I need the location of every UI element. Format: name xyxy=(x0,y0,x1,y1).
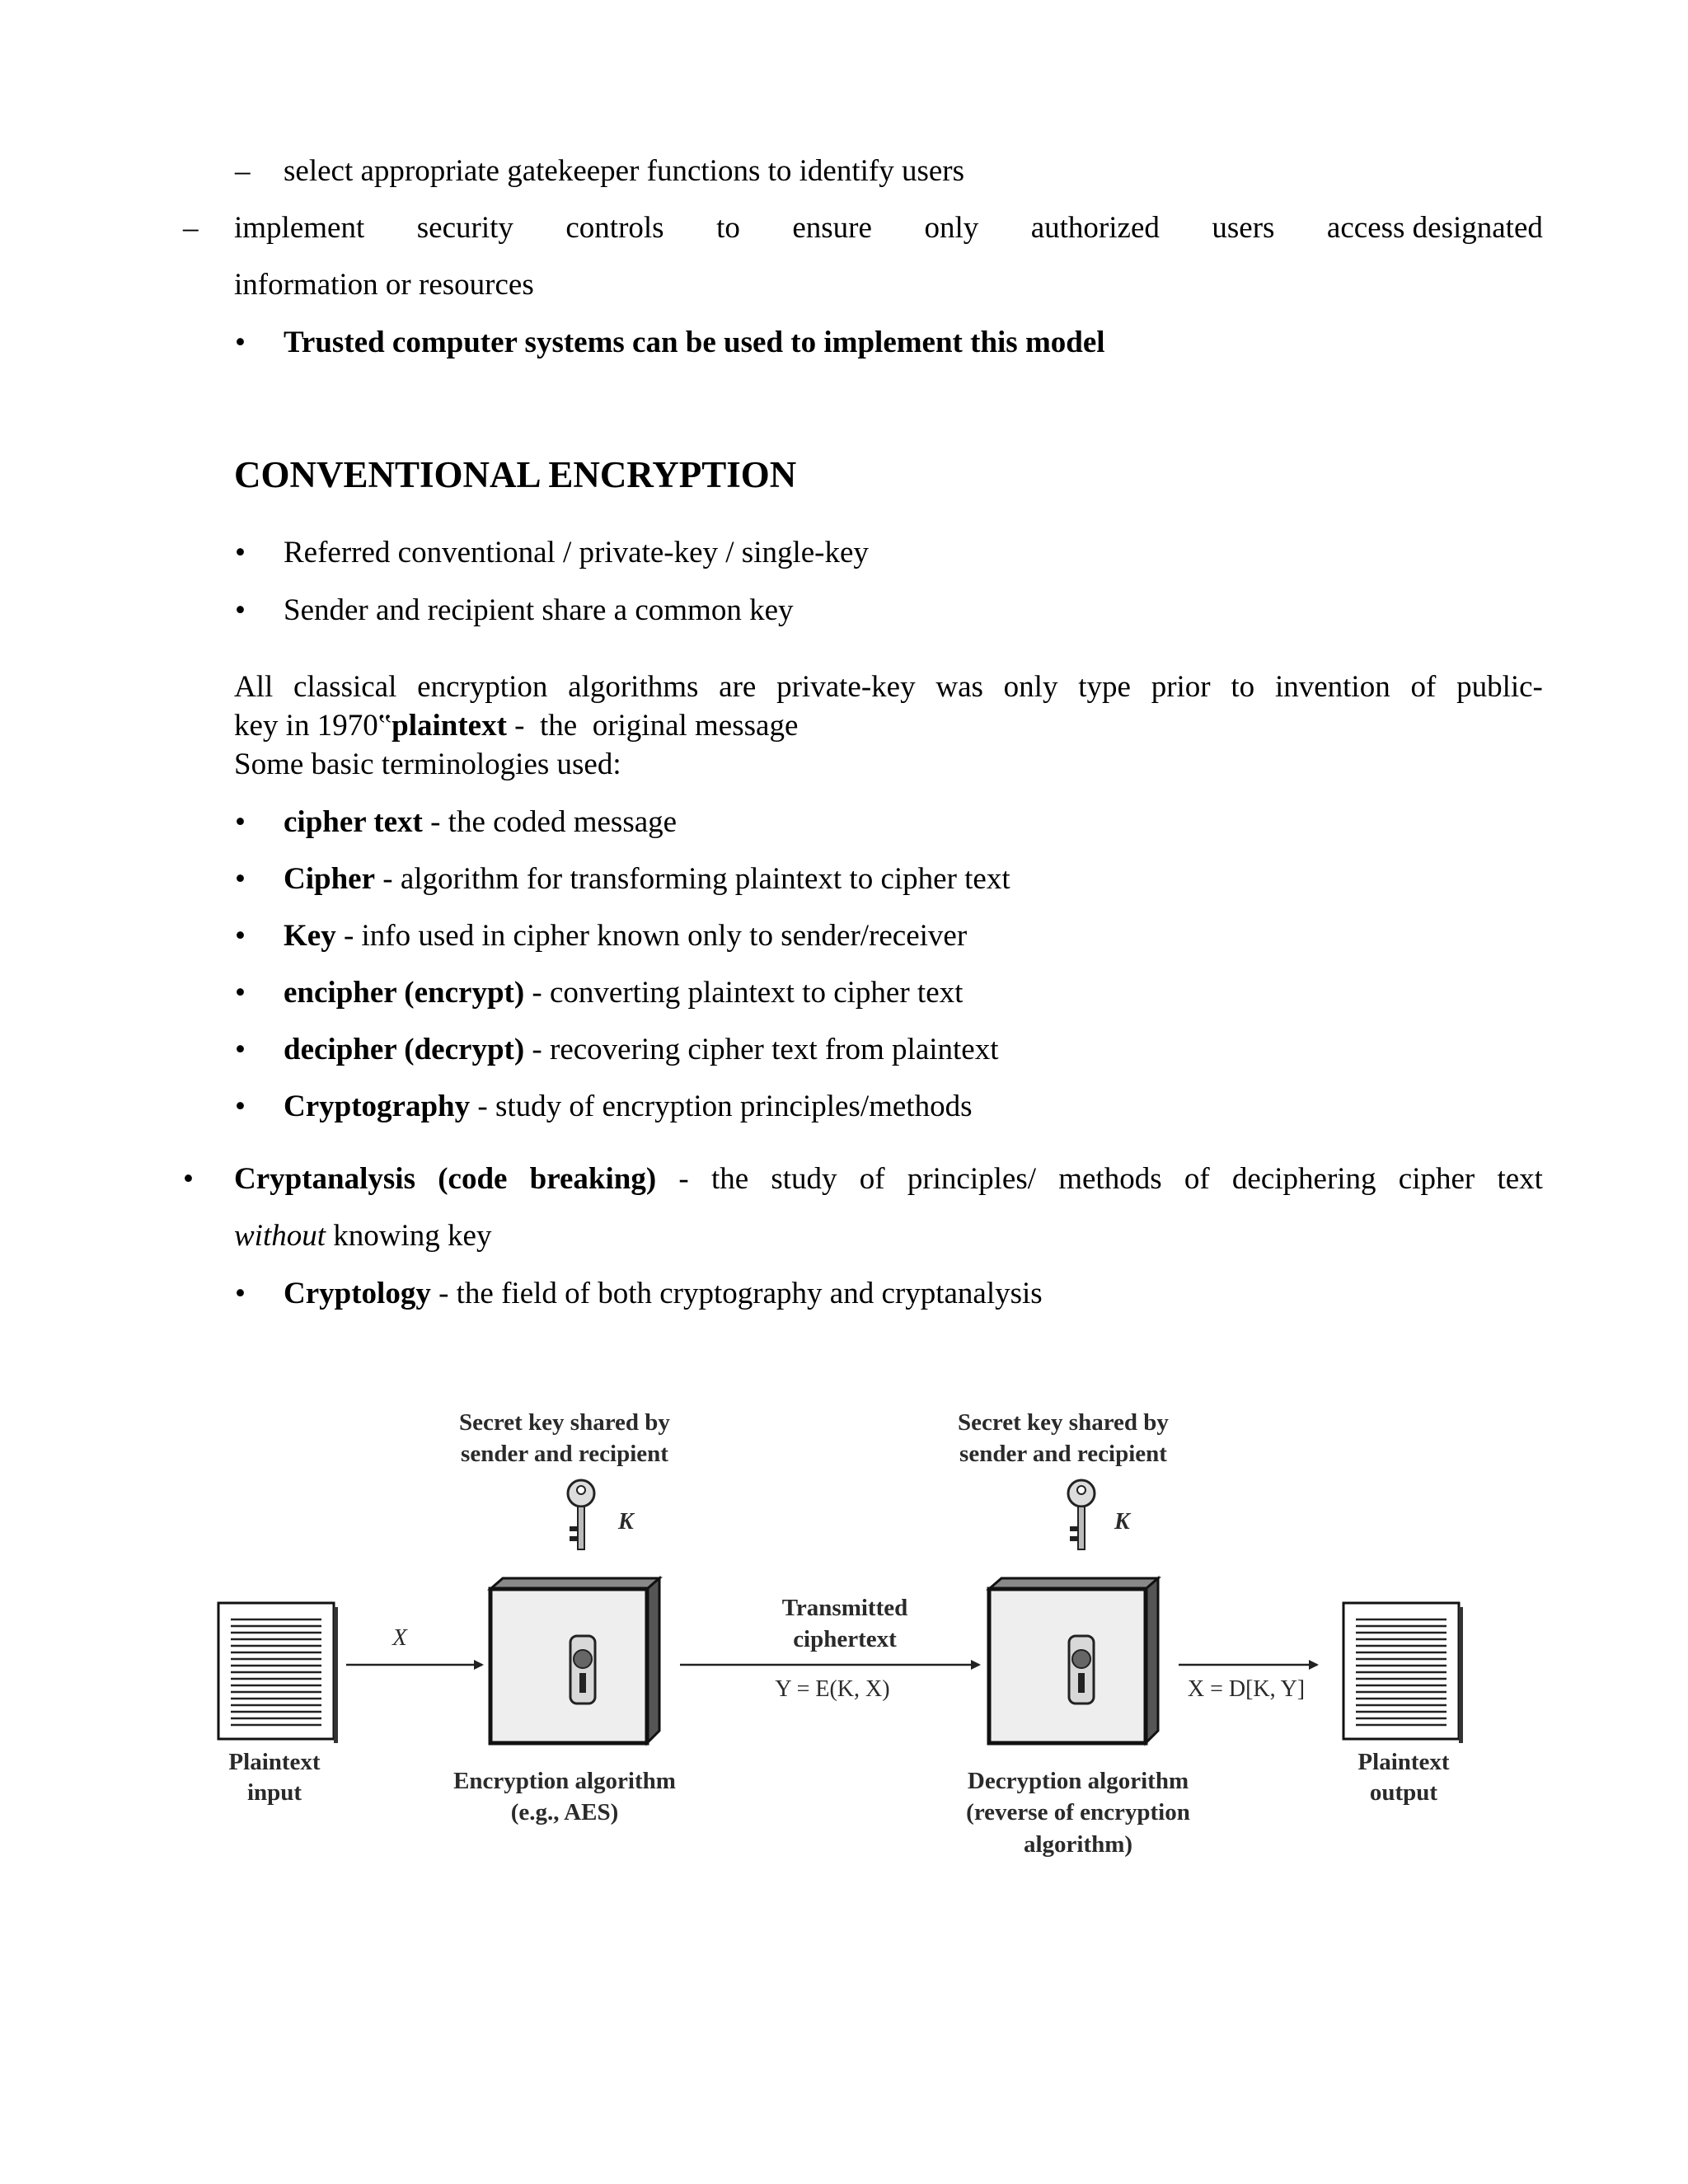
decryption-box xyxy=(989,1578,1158,1743)
word: of xyxy=(1410,670,1437,704)
list-item-continuation: information or resources xyxy=(234,268,534,302)
term: Cryptography xyxy=(284,1090,471,1123)
word: prior xyxy=(1151,670,1211,704)
term-desc: - recovering cipher text from plaintext xyxy=(524,1033,999,1066)
encryption-algorithm-label: (e.g., AES) xyxy=(510,1799,619,1825)
text: key in 1970 xyxy=(234,709,378,743)
bullet-item-share-key: Sender and recipient share a common key xyxy=(284,593,794,627)
list-item-gatekeeper: select appropriate gatekeeper functions to identify users xyxy=(284,154,965,188)
lock-icon xyxy=(570,1636,595,1704)
term-cipher-text xyxy=(284,804,677,841)
word: the xyxy=(710,1162,749,1196)
term-desc: - the field of both cryptography and cryptanalysis xyxy=(430,1277,1043,1310)
list-item-security-controls xyxy=(234,209,1543,247)
transmitted-label: Transmitted xyxy=(781,1595,908,1621)
term-desc: - converting plaintext to cipher text xyxy=(524,976,964,1010)
text: knowing key xyxy=(326,1219,492,1253)
word: (code xyxy=(438,1162,508,1196)
key-label: K xyxy=(618,1509,634,1535)
term: Key xyxy=(284,919,336,953)
word: classical xyxy=(293,670,397,704)
quote-mark: ‟ xyxy=(377,709,392,743)
word: principles/ xyxy=(907,1162,1037,1196)
plaintext-input-label: Plaintext xyxy=(228,1749,321,1775)
term-decipher xyxy=(284,1031,999,1069)
term: Cryptology xyxy=(284,1277,431,1310)
word: only xyxy=(924,211,979,245)
word: authorized xyxy=(1030,211,1160,245)
bullet-marker: • xyxy=(235,536,246,569)
term: Cipher xyxy=(284,862,375,896)
word: only xyxy=(1003,670,1058,704)
word: - xyxy=(678,1162,689,1196)
plaintext-input-document xyxy=(218,1603,338,1743)
italic-word: without xyxy=(234,1219,326,1253)
plaintext-output-label: output xyxy=(1369,1779,1438,1806)
plaintext-output-label: Plaintext xyxy=(1357,1749,1450,1775)
plaintext-output-document xyxy=(1343,1603,1463,1743)
term-desc: - info used in cipher known only to sender/receiver xyxy=(335,919,968,953)
plaintext-input-label: input xyxy=(246,1779,302,1806)
decrypt-formula: X = D[K, Y] xyxy=(1187,1676,1306,1702)
bullet-marker: • xyxy=(235,805,246,839)
word: was xyxy=(935,670,983,704)
bullet-marker: • xyxy=(235,1090,246,1123)
dash-marker: – xyxy=(235,154,251,188)
lock-icon xyxy=(1069,1636,1094,1704)
term-desc: - algorithm for transforming plaintext to cipher text xyxy=(375,862,1010,896)
bullet-marker: • xyxy=(235,1277,246,1310)
word: public- xyxy=(1456,670,1543,704)
term-key xyxy=(284,917,967,955)
encryption-algorithm-label: Encryption algorithm xyxy=(453,1768,676,1794)
bullet-marker: • xyxy=(183,1162,194,1196)
secret-key-label: Secret key shared by xyxy=(459,1409,670,1436)
word: are xyxy=(719,670,757,704)
word: invention xyxy=(1274,670,1390,704)
word: Cryptanalysis xyxy=(234,1162,415,1196)
word: to xyxy=(716,211,740,245)
bullet-marker: • xyxy=(235,326,246,359)
word: cipher xyxy=(1398,1162,1475,1196)
paragraph-line-3: Some basic terminologies used: xyxy=(234,748,621,781)
decryption-algorithm-label: (reverse of encryption xyxy=(966,1799,1190,1825)
decryption-algorithm-label: algorithm) xyxy=(1023,1831,1133,1858)
secret-key-label: sender and recipient xyxy=(959,1441,1167,1467)
word: deciphering xyxy=(1231,1162,1376,1196)
dash-marker: – xyxy=(183,211,199,245)
word: type xyxy=(1078,670,1131,704)
term-plaintext: plaintext xyxy=(392,709,507,743)
term-cryptology xyxy=(284,1275,1043,1313)
word: security xyxy=(416,211,513,245)
word: study xyxy=(771,1162,837,1196)
transmitted-label: ciphertext xyxy=(793,1626,897,1652)
word: of xyxy=(1184,1162,1210,1196)
term-cryptography xyxy=(284,1088,973,1126)
word: breaking) xyxy=(529,1162,657,1196)
text: - the original message xyxy=(506,709,799,743)
word: users xyxy=(1212,211,1275,245)
word: encryption xyxy=(417,670,548,704)
term-desc: - study of encryption principles/methods xyxy=(470,1090,973,1123)
paragraph-line-2 xyxy=(234,707,798,745)
key-label: K xyxy=(1114,1509,1130,1535)
word: of xyxy=(859,1162,885,1196)
encrypt-formula: Y = E(K, X) xyxy=(775,1676,890,1702)
word: controls xyxy=(565,211,664,245)
term-encipher xyxy=(284,974,963,1012)
paragraph-line-1 xyxy=(234,668,1543,706)
secret-key-label: Secret key shared by xyxy=(958,1409,1169,1436)
term-cipher xyxy=(284,860,1010,898)
word: private-key xyxy=(776,670,916,704)
term-cryptanalysis xyxy=(234,1160,1543,1198)
encryption-box xyxy=(490,1578,659,1743)
key-icon xyxy=(1068,1480,1095,1549)
word: implement xyxy=(234,211,365,245)
cryptanalysis-line-2 xyxy=(234,1217,491,1255)
word: All xyxy=(234,670,274,704)
word: ensure xyxy=(792,211,872,245)
term: cipher text xyxy=(284,805,423,839)
bullet-item-referred: Referred conventional / private-key / single-key xyxy=(284,536,869,569)
key-icon xyxy=(568,1480,594,1549)
word: access designated xyxy=(1326,211,1543,245)
x-label: X xyxy=(392,1624,407,1651)
bullet-marker: • xyxy=(235,976,246,1010)
word: methods xyxy=(1058,1162,1162,1196)
term: encipher (encrypt) xyxy=(284,976,525,1010)
term: decipher (decrypt) xyxy=(284,1033,525,1066)
word: algorithms xyxy=(568,670,699,704)
list-item-trusted-systems: Trusted computer systems can be used to implement this model xyxy=(284,326,1105,359)
word: text xyxy=(1497,1162,1543,1196)
bullet-marker: • xyxy=(235,862,246,896)
conventional-encryption-diagram xyxy=(198,1393,1484,1887)
section-heading: CONVENTIONAL ENCRYPTION xyxy=(234,454,797,495)
decryption-algorithm-label: Decryption algorithm xyxy=(967,1768,1189,1794)
word: to xyxy=(1231,670,1255,704)
secret-key-label: sender and recipient xyxy=(461,1441,668,1467)
bullet-marker: • xyxy=(235,919,246,953)
bullet-marker: • xyxy=(235,593,246,627)
term-desc: - the coded message xyxy=(422,805,678,839)
bullet-marker: • xyxy=(235,1033,246,1066)
